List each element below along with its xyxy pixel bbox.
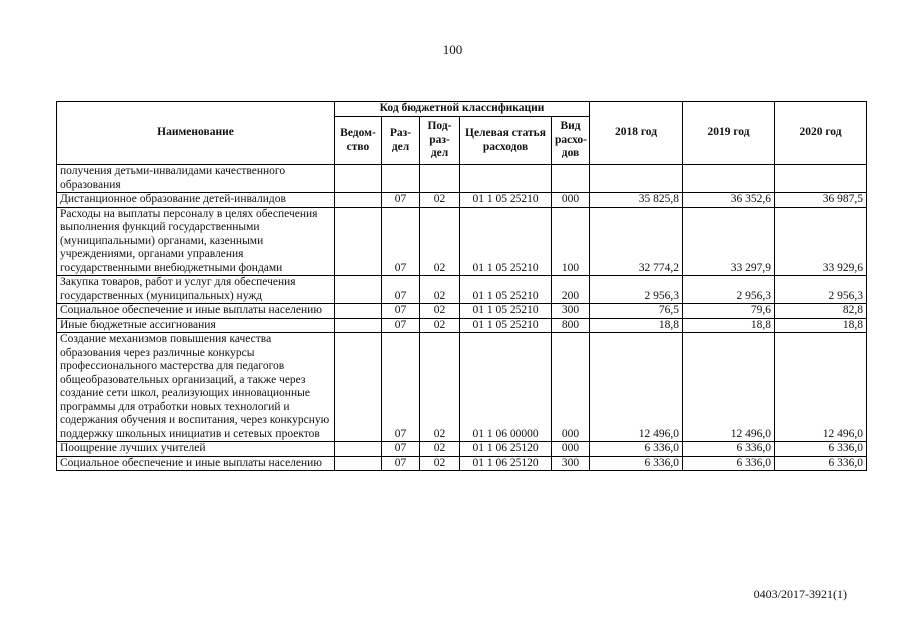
row-2019: 18,8 xyxy=(683,318,775,333)
row-podrazdel: 02 xyxy=(420,193,460,208)
table-row xyxy=(57,165,867,193)
table-row xyxy=(57,318,867,333)
table-row xyxy=(57,304,867,319)
header-2019: 2019 год xyxy=(683,102,775,165)
row-2018 xyxy=(590,165,683,193)
row-name: Иные бюджетные ассигнования xyxy=(57,318,335,333)
row-razdel: 07 xyxy=(382,456,420,471)
row-vedomstvo xyxy=(335,304,382,319)
table-row xyxy=(57,276,867,304)
row-podrazdel: 02 xyxy=(420,318,460,333)
row-podrazdel: 02 xyxy=(420,442,460,457)
budget-table xyxy=(56,101,867,471)
row-vid: 000 xyxy=(552,333,590,442)
row-podrazdel: 02 xyxy=(420,456,460,471)
row-2020: 12 496,0 xyxy=(775,333,867,442)
row-vedomstvo xyxy=(335,442,382,457)
row-2020: 2 956,3 xyxy=(775,276,867,304)
row-name: получения детьми-инвалидами качественного образования xyxy=(57,165,335,193)
row-vid: 000 xyxy=(552,193,590,208)
row-name: Поощрение лучших учителей xyxy=(57,442,335,457)
header-vedomstvo: Ведом-ство xyxy=(335,117,382,165)
row-2018: 76,5 xyxy=(590,304,683,319)
header-code-group: Код бюджетной классификации xyxy=(335,102,590,117)
row-2019: 2 956,3 xyxy=(683,276,775,304)
row-name: Расходы на выплаты персоналу в целях обеспечения выполнения функций государственными (муниципальными) органами, казенными учреждениями, органами управления государственными внебюджетными фондами xyxy=(57,207,335,276)
header-2020: 2020 год xyxy=(775,102,867,165)
row-vid: 300 xyxy=(552,456,590,471)
row-target: 01 1 05 25210 xyxy=(460,193,552,208)
row-razdel: 07 xyxy=(382,193,420,208)
row-razdel: 07 xyxy=(382,442,420,457)
row-2018: 12 496,0 xyxy=(590,333,683,442)
row-podrazdel: 02 xyxy=(420,276,460,304)
row-name: Социальное обеспечение и иные выплаты населению xyxy=(57,456,335,471)
table-row xyxy=(57,193,867,208)
row-2020: 18,8 xyxy=(775,318,867,333)
row-2019: 6 336,0 xyxy=(683,442,775,457)
row-2018: 2 956,3 xyxy=(590,276,683,304)
row-target: 01 1 05 25210 xyxy=(460,207,552,276)
row-2020: 82,8 xyxy=(775,304,867,319)
row-2020: 36 987,5 xyxy=(775,193,867,208)
row-vedomstvo xyxy=(335,165,382,193)
page-number: 100 xyxy=(442,42,463,57)
row-name: Дистанционное образование детей-инвалидов xyxy=(57,193,335,208)
row-target: 01 1 05 25210 xyxy=(460,276,552,304)
row-target: 01 1 05 25210 xyxy=(460,304,552,319)
row-2019: 12 496,0 xyxy=(683,333,775,442)
row-razdel xyxy=(382,165,420,193)
row-name: Закупка товаров, работ и услуг для обеспечения государственных (муниципальных) нужд xyxy=(57,276,335,304)
row-podrazdel: 02 xyxy=(420,207,460,276)
row-2018: 18,8 xyxy=(590,318,683,333)
row-name: Социальное обеспечение и иные выплаты населению xyxy=(57,304,335,319)
row-2019: 33 297,9 xyxy=(683,207,775,276)
row-target: 01 1 06 25120 xyxy=(460,456,552,471)
row-podrazdel xyxy=(420,165,460,193)
row-2018: 32 774,2 xyxy=(590,207,683,276)
row-vid: 300 xyxy=(552,304,590,319)
row-vedomstvo xyxy=(335,193,382,208)
row-vid: 800 xyxy=(552,318,590,333)
header-vid: Вид расхо-дов xyxy=(552,117,590,165)
row-vedomstvo xyxy=(335,318,382,333)
header-podrazdel: Под-раз-дел xyxy=(420,117,460,165)
header-name: Наименование xyxy=(57,102,335,165)
row-2020 xyxy=(775,165,867,193)
row-target: 01 1 06 25120 xyxy=(460,442,552,457)
row-podrazdel: 02 xyxy=(420,333,460,442)
table-row xyxy=(57,442,867,457)
row-2020: 33 929,6 xyxy=(775,207,867,276)
row-2020: 6 336,0 xyxy=(775,442,867,457)
row-vid xyxy=(552,165,590,193)
row-vid: 100 xyxy=(552,207,590,276)
row-target: 01 1 06 00000 xyxy=(460,333,552,442)
row-target: 01 1 05 25210 xyxy=(460,318,552,333)
row-razdel: 07 xyxy=(382,207,420,276)
table-row xyxy=(57,333,867,442)
row-razdel: 07 xyxy=(382,304,420,319)
row-2018: 6 336,0 xyxy=(590,442,683,457)
row-2019 xyxy=(683,165,775,193)
row-name: Создание механизмов повышения качества образования через различные конкурсы профессионального мастерства для педагогов общеобразовательных организаций, а также через создание сети школ, реализующих инновационные программы для отработки новых технологий и содержания обучения и воспитания, через конкурсную поддержку школьных инициатив и сетевых проектов xyxy=(57,333,335,442)
table-row xyxy=(57,207,867,276)
header-razdel: Раз-дел xyxy=(382,117,420,165)
row-vid: 200 xyxy=(552,276,590,304)
row-razdel: 07 xyxy=(382,318,420,333)
document-code: 0403/2017-3921(1) xyxy=(753,587,847,601)
row-vedomstvo xyxy=(335,333,382,442)
row-razdel: 07 xyxy=(382,333,420,442)
header-target: Целевая статья расходов xyxy=(460,117,552,165)
row-2019: 6 336,0 xyxy=(683,456,775,471)
row-vedomstvo xyxy=(335,456,382,471)
table-row xyxy=(57,456,867,471)
row-target xyxy=(460,165,552,193)
row-2018: 6 336,0 xyxy=(590,456,683,471)
row-2019: 36 352,6 xyxy=(683,193,775,208)
row-2019: 79,6 xyxy=(683,304,775,319)
row-vid: 000 xyxy=(552,442,590,457)
row-vedomstvo xyxy=(335,207,382,276)
row-razdel: 07 xyxy=(382,276,420,304)
header-2018: 2018 год xyxy=(590,102,683,165)
row-2018: 35 825,8 xyxy=(590,193,683,208)
row-podrazdel: 02 xyxy=(420,304,460,319)
row-2020: 6 336,0 xyxy=(775,456,867,471)
row-vedomstvo xyxy=(335,276,382,304)
